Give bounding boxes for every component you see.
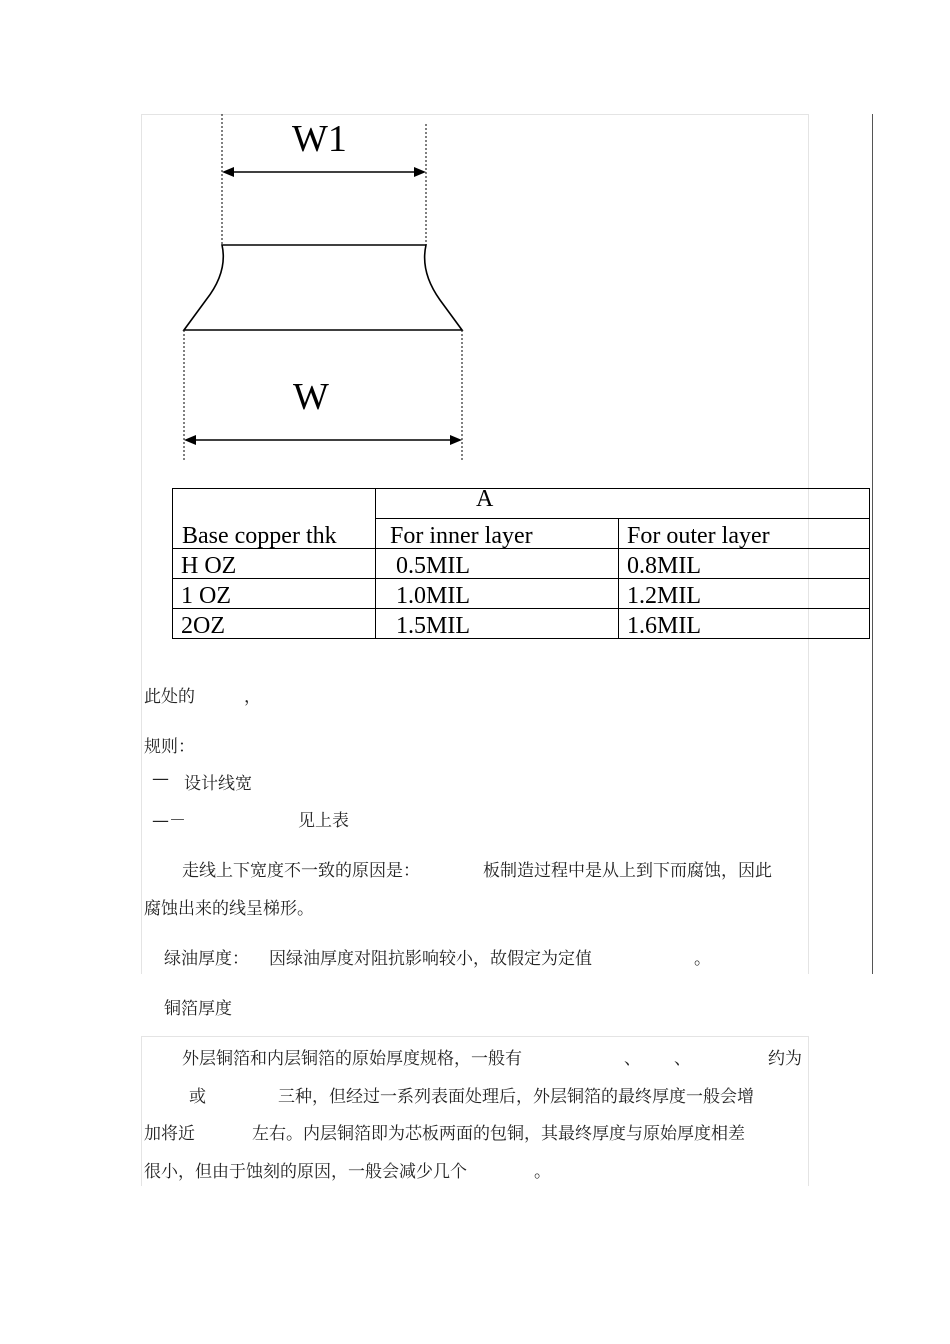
copper-foil-heading: 铜箔厚度 [164,999,232,1019]
rule-2-text: 见上表 [298,811,349,831]
row-outer-value: 0.8MIL [619,549,870,579]
frame2-right-line [808,1036,809,1186]
row-base-copper: H OZ [173,549,376,579]
trace-cross-section-diagram [0,0,950,480]
header-outer-layer: For outer layer [619,519,870,549]
row-outer-value: 1.2MIL [619,579,870,609]
w1-arrow-right [414,167,426,177]
row-base-copper: 2OZ [173,609,376,639]
paragraph-2-line-1b: 、 [624,1049,641,1069]
green-oil-end: 。 [694,949,711,969]
table-row [173,609,870,639]
green-oil-text: 因绿油厚度对阻抗影响较小，故假定为定值 [269,949,592,969]
frame2-left-line [141,1036,142,1186]
paragraph-2-line-3b: 左右。内层铜箔即为芯板两面的包铜，其最终厚度与原始厚度相差 [252,1124,745,1144]
rules-heading: 规则： [144,737,195,757]
note-line-1a: 此处的 [144,687,195,707]
copper-thickness-table [172,488,870,639]
paragraph-2-line-2a: 或 [189,1087,206,1107]
header-base-copper: Base copper thk [173,489,376,549]
paragraph-2-line-2b: 三种，但经过一系列表面处理后，外层铜箔的最终厚度一般会增 [278,1087,754,1107]
rule-1-text: 设计线宽 [184,774,252,794]
frame2-top-line [141,1036,809,1037]
note-line-1b: ， [244,687,261,707]
paragraph-2-line-1c: 、 [674,1049,691,1069]
row-inner-value: 1.5MIL [376,609,619,639]
w1-arrow-left [222,167,234,177]
header-group-a: A [376,489,870,519]
paragraph-2-line-4b: 。 [534,1162,551,1182]
rule-1-dash: — [152,769,169,789]
table-header-row [173,489,870,519]
row-base-copper: 1 OZ [173,579,376,609]
w1-label: W1 [292,118,347,160]
rule-2-dash: —－ [152,811,186,831]
paragraph-1-line-1b: 板制造过程中是从上到下而腐蚀，因此 [483,861,772,881]
w-arrow-right [450,435,462,445]
table-row [173,579,870,609]
w-label: W [293,376,329,418]
header-inner-layer: For inner layer [376,519,619,549]
row-outer-value: 1.6MIL [619,609,870,639]
paragraph-2-line-1a: 外层铜箔和内层铜箔的原始厚度规格，一般有 [182,1049,522,1069]
paragraph-1-line-1a: 走线上下宽度不一致的原因是： [182,861,420,881]
row-inner-value: 0.5MIL [376,549,619,579]
table-row [173,549,870,579]
row-inner-value: 1.0MIL [376,579,619,609]
paragraph-2-line-1d: 约为 [768,1049,802,1069]
green-oil-label: 绿油厚度： [164,949,249,969]
paragraph-1-line-2: 腐蚀出来的线呈梯形。 [144,899,314,919]
paragraph-2-line-4a: 很小，但由于蚀刻的原因，一般会减少几个 [144,1162,467,1182]
paragraph-2-line-3a: 加将近 [144,1124,195,1144]
trace-trapezoid-outline [184,245,462,330]
w-arrow-left [184,435,196,445]
